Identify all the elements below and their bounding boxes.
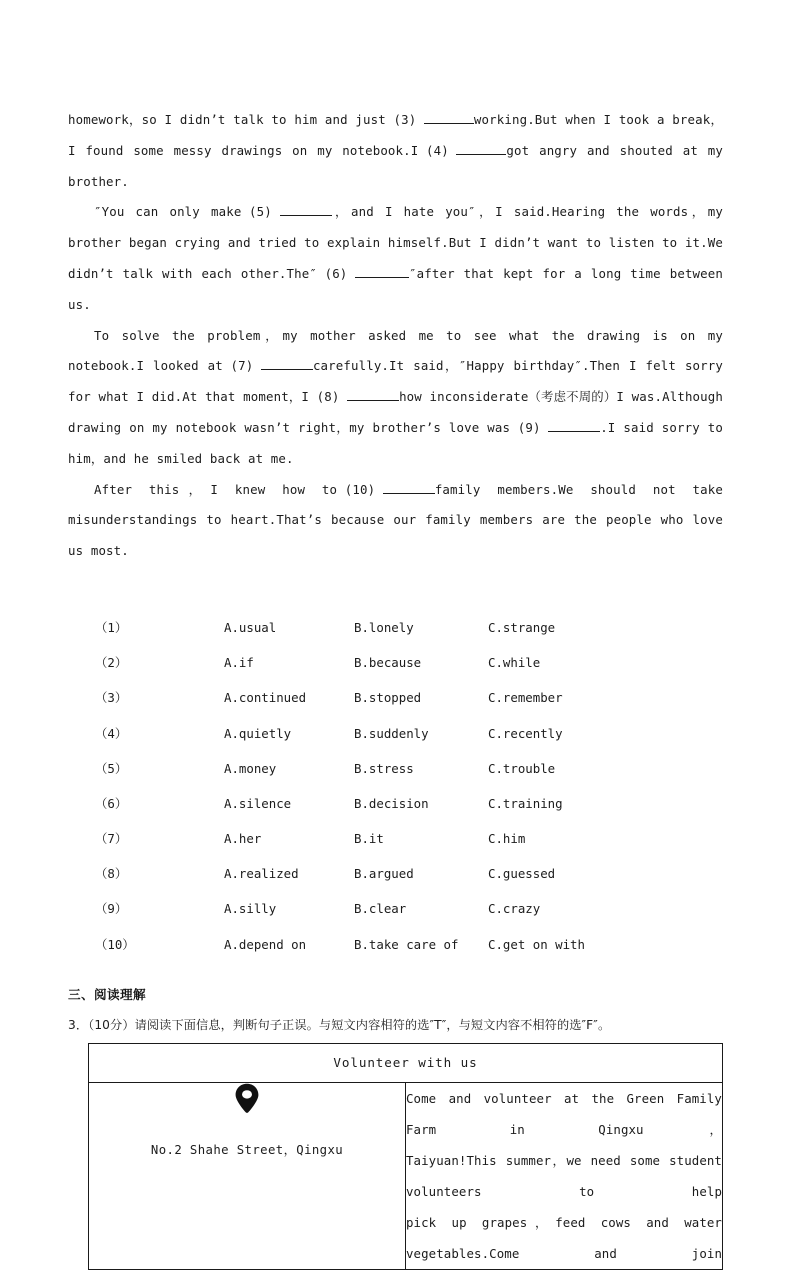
option-choice-b[interactable]: B.it [354,831,384,847]
option-number: （3） [95,690,128,706]
option-choice-c[interactable]: C.recently [488,725,563,741]
answer-blank[interactable] [347,387,399,401]
option-choice-b[interactable]: B.because [354,655,422,671]
passage-text: To solve the problem，my mother asked me to see what the drawing is on my notebook.I looked at (7) [68,327,723,374]
table-row [89,1082,723,1269]
option-number: （5） [95,760,128,776]
volunteer-description-line: Come and volunteer at the Green Family Farm in Qingxu， [406,1090,722,1137]
option-number: （6） [95,795,128,811]
option-choice-a[interactable]: A.quietly [224,725,292,741]
answer-blank[interactable] [261,356,313,370]
option-row [68,610,723,645]
option-choice-b[interactable]: B.stopped [354,690,422,706]
option-row [68,716,723,751]
option-choice-a[interactable]: A.silly [224,901,277,917]
option-number: （10） [95,936,135,952]
option-choice-c[interactable]: C.remember [488,690,563,706]
option-choice-a[interactable]: A.silence [224,795,292,811]
passage-paragraph [68,197,723,320]
option-choice-b[interactable]: B.suddenly [354,725,429,741]
option-choice-b[interactable]: B.lonely [354,619,414,635]
volunteer-table [88,1043,723,1270]
volunteer-description-cell [406,1082,723,1269]
option-row [68,856,723,891]
option-row [68,645,723,680]
option-number: （2） [95,655,128,671]
option-choice-b[interactable]: B.stress [354,760,414,776]
option-row [68,891,723,926]
answer-blank[interactable] [280,202,332,216]
passage-text: how inconsiderate（考虑不周的）I was.Although drawing on my notebook wasn’t right，my brother’s love was (9) [68,389,723,435]
option-number: （9） [95,901,128,917]
option-choice-c[interactable]: C.get on with [488,936,585,952]
answer-blank[interactable] [383,480,435,494]
option-choice-b[interactable]: B.take care of [354,936,459,952]
location-pin-icon [234,1083,260,1113]
volunteer-description-line: Taiyuan!This summer，we need some student volunteers to help [406,1152,722,1199]
option-number: （8） [95,866,128,882]
option-choice-c[interactable]: C.trouble [488,760,556,776]
passage-text: family members.We should not take misunderstandings to heart.That’s because our family members are the people who love us most. [68,481,723,559]
table-row-header [89,1043,723,1082]
option-row [68,927,723,962]
option-row [68,786,723,821]
option-choice-a[interactable]: A.usual [224,619,277,635]
passage-text: homework，so I didn’t talk to him and just (3) [68,112,424,127]
option-choice-a[interactable]: A.realized [224,866,299,882]
volunteer-description-text [406,1083,722,1269]
volunteer-description-line: pick up grapes，feed cows and water vegetables.Come and join [406,1214,722,1261]
option-choice-b[interactable]: B.decision [354,795,429,811]
answer-blank[interactable] [424,110,474,124]
answer-blank[interactable] [548,418,600,432]
cloze-options-list [68,610,723,962]
option-row [68,821,723,856]
option-choice-b[interactable]: B.clear [354,901,407,917]
passage-text: ，and I hate you″，I said.Hearing the words，my brother began crying and tried to explain himself.But I didn’t want to listen to it.We didn’t talk with each other.The″ (6) [68,204,723,281]
option-choice-c[interactable]: C.him [488,831,526,847]
option-choice-c[interactable]: C.strange [488,619,556,635]
option-choice-a[interactable]: A.money [224,760,277,776]
option-number: （4） [95,725,128,741]
option-choice-c[interactable]: C.crazy [488,901,541,917]
passage-text: .I said sorry to him，and he smiled back at me. [68,419,723,466]
option-number: （7） [95,831,128,847]
passage-paragraph [68,475,723,567]
passage-text: ″You can only make (5) [94,204,280,220]
answer-blank[interactable] [355,264,409,278]
volunteer-location-cell [89,1082,406,1269]
option-row [68,680,723,715]
option-choice-a[interactable]: A.her [224,831,262,847]
answer-blank[interactable] [456,141,506,155]
passage-text: got angry and shouted at my brother. [68,142,723,189]
option-choice-c[interactable]: C.training [488,795,563,811]
passage-text: carefully.It said，″Happy birthday″.Then I felt sorry for what I did.At that moment，I (8) [68,358,723,405]
passage-text: After this，I knew how to (10) [94,481,383,497]
option-row [68,751,723,786]
passage-paragraph [68,321,723,475]
passage-text: ″after that kept for a long time between us. [68,265,723,312]
option-choice-a[interactable]: A.if [224,655,254,671]
volunteer-table-wrapper [88,1043,723,1270]
option-choice-a[interactable]: A.depend on [224,936,307,952]
passage-paragraph [68,105,723,197]
cloze-passage [68,105,723,567]
section-heading-reading: 三、阅读理解 [68,986,146,1002]
question-3-prompt: 3．（10分）请阅读下面信息，判断句子正误。与短文内容相符的选″T″，与短文内容不相符的选″F″。 [68,1017,611,1032]
volunteer-table-title: Volunteer with us [89,1043,723,1082]
option-choice-a[interactable]: A.continued [224,690,307,706]
option-choice-c[interactable]: C.guessed [488,866,556,882]
volunteer-address-text: No.2 Shahe Street，Qingxu [150,1142,344,1157]
passage-text: working.But when I took a break，I found some messy drawings on my notebook.I (4) [68,112,723,158]
option-choice-c[interactable]: C.while [488,655,541,671]
option-number: （1） [95,619,128,635]
option-choice-b[interactable]: B.argued [354,866,414,882]
